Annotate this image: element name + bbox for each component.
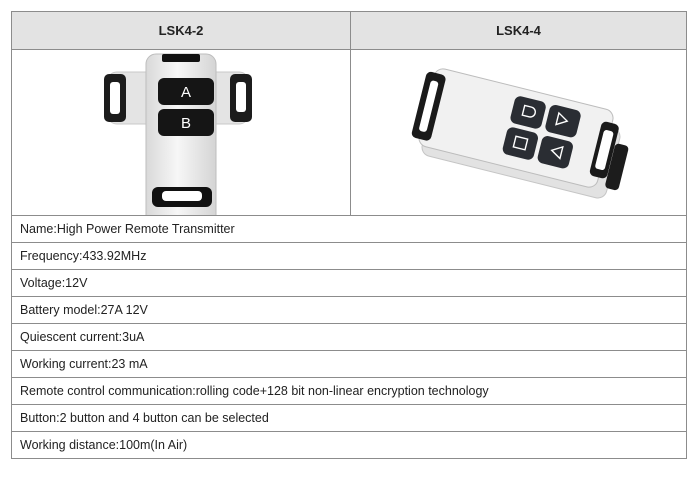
spec-text: Working distance:100m(In Air) [20, 438, 188, 452]
header-row [12, 12, 687, 50]
lsk4-4-image-cell [351, 50, 687, 216]
lsk4-2-remote-image [12, 50, 350, 215]
spec-row-battery [12, 297, 687, 324]
spec-row-quiescent-current [12, 324, 687, 351]
spec-text: Frequency:433.92MHz [20, 249, 147, 263]
spec-row-button [12, 405, 687, 432]
spec-text: Battery model:27A 12V [20, 303, 148, 317]
spec-row-communication [12, 378, 687, 405]
spec-text: Name:High Power Remote Transmitter [20, 222, 235, 236]
lsk4-2-image-cell [12, 50, 351, 216]
spec-text: Working current:23 mA [20, 357, 148, 371]
spec-text: Quiescent current:3uA [20, 330, 145, 344]
spec-row-frequency [12, 243, 687, 270]
button-b-label: B [180, 115, 192, 132]
spec-text: Button:2 button and 4 button can be selected [20, 411, 269, 425]
spec-table [11, 11, 687, 459]
column-header-lsk4-2: LSK4-2 [12, 12, 351, 50]
button-a-label: A [180, 84, 192, 101]
image-row [12, 50, 687, 216]
lsk4-4-remote-image [351, 50, 686, 215]
spec-row-distance [12, 432, 687, 459]
front-remote [146, 54, 216, 215]
column-header-lsk4-4: LSK4-4 [351, 12, 687, 50]
spec-row-working-current [12, 351, 687, 378]
spec-row-name [12, 216, 687, 243]
spec-text: Voltage:12V [20, 276, 88, 290]
spec-text: Remote control communication:rolling code+128 bit non-linear encryption technology [20, 384, 489, 398]
spec-row-voltage [12, 270, 687, 297]
